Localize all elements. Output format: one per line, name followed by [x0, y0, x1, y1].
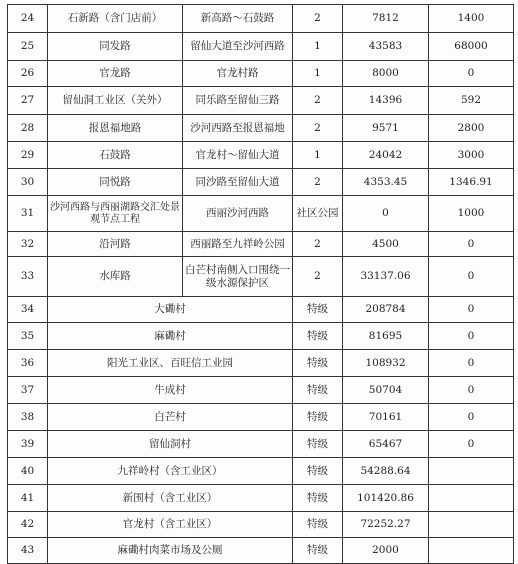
road-name: 同悦路: [48, 169, 183, 196]
row-number: 38: [8, 404, 48, 431]
grade: 特级: [293, 323, 343, 350]
grade: 1: [293, 142, 343, 169]
road-scope: 西丽路至九祥岭公园: [183, 232, 293, 257]
grade: 特级: [293, 431, 343, 458]
table-row: [8, 538, 514, 564]
table-row: [8, 33, 514, 61]
row-number: 30: [8, 169, 48, 196]
table-row: [8, 458, 514, 485]
row-number: 39: [8, 431, 48, 458]
area-name: 大磡村: [48, 297, 293, 323]
row-number: 31: [8, 196, 48, 232]
road-name: 同发路: [48, 33, 183, 61]
road-scope: 沙河西路至报恩福地: [183, 115, 293, 142]
grade: 1: [293, 33, 343, 61]
extra-value: 1000: [429, 196, 514, 232]
extra-value: 2800: [429, 115, 514, 142]
area-value: 8000: [343, 61, 429, 87]
row-number: 36: [8, 350, 48, 377]
row-number: 43: [8, 538, 48, 564]
area-name: 新围村（含工业区）: [48, 485, 293, 512]
row-number: 37: [8, 377, 48, 404]
row-number: 26: [8, 61, 48, 87]
extra-value: 0: [429, 323, 514, 350]
extra-value: 0: [429, 350, 514, 377]
row-number: 32: [8, 232, 48, 257]
road-name: 报恩福地路: [48, 115, 183, 142]
row-number: 28: [8, 115, 48, 142]
road-scope: 西丽沙河西路: [183, 196, 293, 232]
table-row: [8, 323, 514, 350]
road-name: 沙河西路与西丽湖路交汇处景观节点工程: [48, 196, 183, 232]
table-row: [8, 404, 514, 431]
area-name: 九祥岭村（含工业区）: [48, 458, 293, 485]
grade: 2: [293, 169, 343, 196]
area-value: 65467: [343, 431, 429, 458]
extra-value: [429, 512, 514, 538]
area-value: 81695: [343, 323, 429, 350]
area-name: 麻磡村肉菜市场及公厕: [48, 538, 293, 564]
area-value: 54288.64: [343, 458, 429, 485]
road-name: 石鼓路: [48, 142, 183, 169]
extra-value: [429, 458, 514, 485]
road-name: 石新路（含门店前）: [48, 5, 183, 33]
grade: 1: [293, 61, 343, 87]
road-scope: 官龙村路: [183, 61, 293, 87]
extra-value: 0: [429, 404, 514, 431]
grade: 2: [293, 232, 343, 257]
extra-value: 0: [429, 257, 514, 297]
grade: 特级: [293, 404, 343, 431]
extra-value: 68000: [429, 33, 514, 61]
area-value: 50704: [343, 377, 429, 404]
road-scope: 新高路～石鼓路: [183, 5, 293, 33]
grade: 特级: [293, 458, 343, 485]
road-scope: 官龙村～留仙大道: [183, 142, 293, 169]
area-value: 101420.86: [343, 485, 429, 512]
table-row: [8, 196, 514, 232]
table-row: [8, 5, 514, 33]
area-name: 留仙洞村: [48, 431, 293, 458]
extra-value: 3000: [429, 142, 514, 169]
area-value: 24042: [343, 142, 429, 169]
row-number: 40: [8, 458, 48, 485]
row-number: 29: [8, 142, 48, 169]
extra-value: [429, 485, 514, 512]
area-name: 麻磡村: [48, 323, 293, 350]
area-value: 208784: [343, 297, 429, 323]
area-value: 70161: [343, 404, 429, 431]
row-number: 41: [8, 485, 48, 512]
road-name: 沿河路: [48, 232, 183, 257]
extra-value: 1346.91: [429, 169, 514, 196]
road-name: 官龙路: [48, 61, 183, 87]
area-name: 阳光工业区、百旺信工业园: [48, 350, 293, 377]
area-name: 白芒村: [48, 404, 293, 431]
grade: 2: [293, 115, 343, 142]
table-row: [8, 87, 514, 115]
row-number: 24: [8, 5, 48, 33]
table-row: [8, 350, 514, 377]
area-value: 7812: [343, 5, 429, 33]
road-name: 水库路: [48, 257, 183, 297]
table-row: [8, 297, 514, 323]
extra-value: 0: [429, 431, 514, 458]
grade: 2: [293, 5, 343, 33]
grade: 特级: [293, 297, 343, 323]
row-number: 35: [8, 323, 48, 350]
area-value: 0: [343, 196, 429, 232]
grade: 特级: [293, 512, 343, 538]
grade: 特级: [293, 350, 343, 377]
row-number: 34: [8, 297, 48, 323]
road-scope: 白芒村南侧入口围绕一级水源保护区: [183, 257, 293, 297]
extra-value: 592: [429, 87, 514, 115]
row-number: 27: [8, 87, 48, 115]
extra-value: 0: [429, 297, 514, 323]
table-row: [8, 485, 514, 512]
table-row: [8, 512, 514, 538]
extra-value: 1400: [429, 5, 514, 33]
greening-maintenance-table: [7, 4, 514, 564]
area-value: 2000: [343, 538, 429, 564]
area-value: 43583: [343, 33, 429, 61]
extra-value: 0: [429, 61, 514, 87]
table-row: [8, 61, 514, 87]
grade: 2: [293, 87, 343, 115]
road-scope: 留仙大道至沙河西路: [183, 33, 293, 61]
grade: 特级: [293, 538, 343, 564]
area-value: 14396: [343, 87, 429, 115]
area-value: 33137.06: [343, 257, 429, 297]
table-row: [8, 232, 514, 257]
row-number: 25: [8, 33, 48, 61]
grade: 特级: [293, 485, 343, 512]
area-value: 72252.27: [343, 512, 429, 538]
table-row: [8, 142, 514, 169]
area-name: 官龙村（含工业区）: [48, 512, 293, 538]
area-value: 4500: [343, 232, 429, 257]
row-number: 42: [8, 512, 48, 538]
grade: 社区公园: [293, 196, 343, 232]
road-scope: 同乐路至留仙三路: [183, 87, 293, 115]
table-row: [8, 377, 514, 404]
area-value: 108932: [343, 350, 429, 377]
road-scope: 同沙路至留仙大道: [183, 169, 293, 196]
table-row: [8, 257, 514, 297]
road-name: 留仙洞工业区（关外）: [48, 87, 183, 115]
grade: 特级: [293, 377, 343, 404]
table-row: [8, 431, 514, 458]
area-name: 牛成村: [48, 377, 293, 404]
extra-value: [429, 538, 514, 564]
row-number: 33: [8, 257, 48, 297]
grade: 2: [293, 257, 343, 297]
table-row: [8, 169, 514, 196]
area-value: 4353.45: [343, 169, 429, 196]
extra-value: 0: [429, 377, 514, 404]
extra-value: 0: [429, 232, 514, 257]
table-row: [8, 115, 514, 142]
area-value: 9571: [343, 115, 429, 142]
